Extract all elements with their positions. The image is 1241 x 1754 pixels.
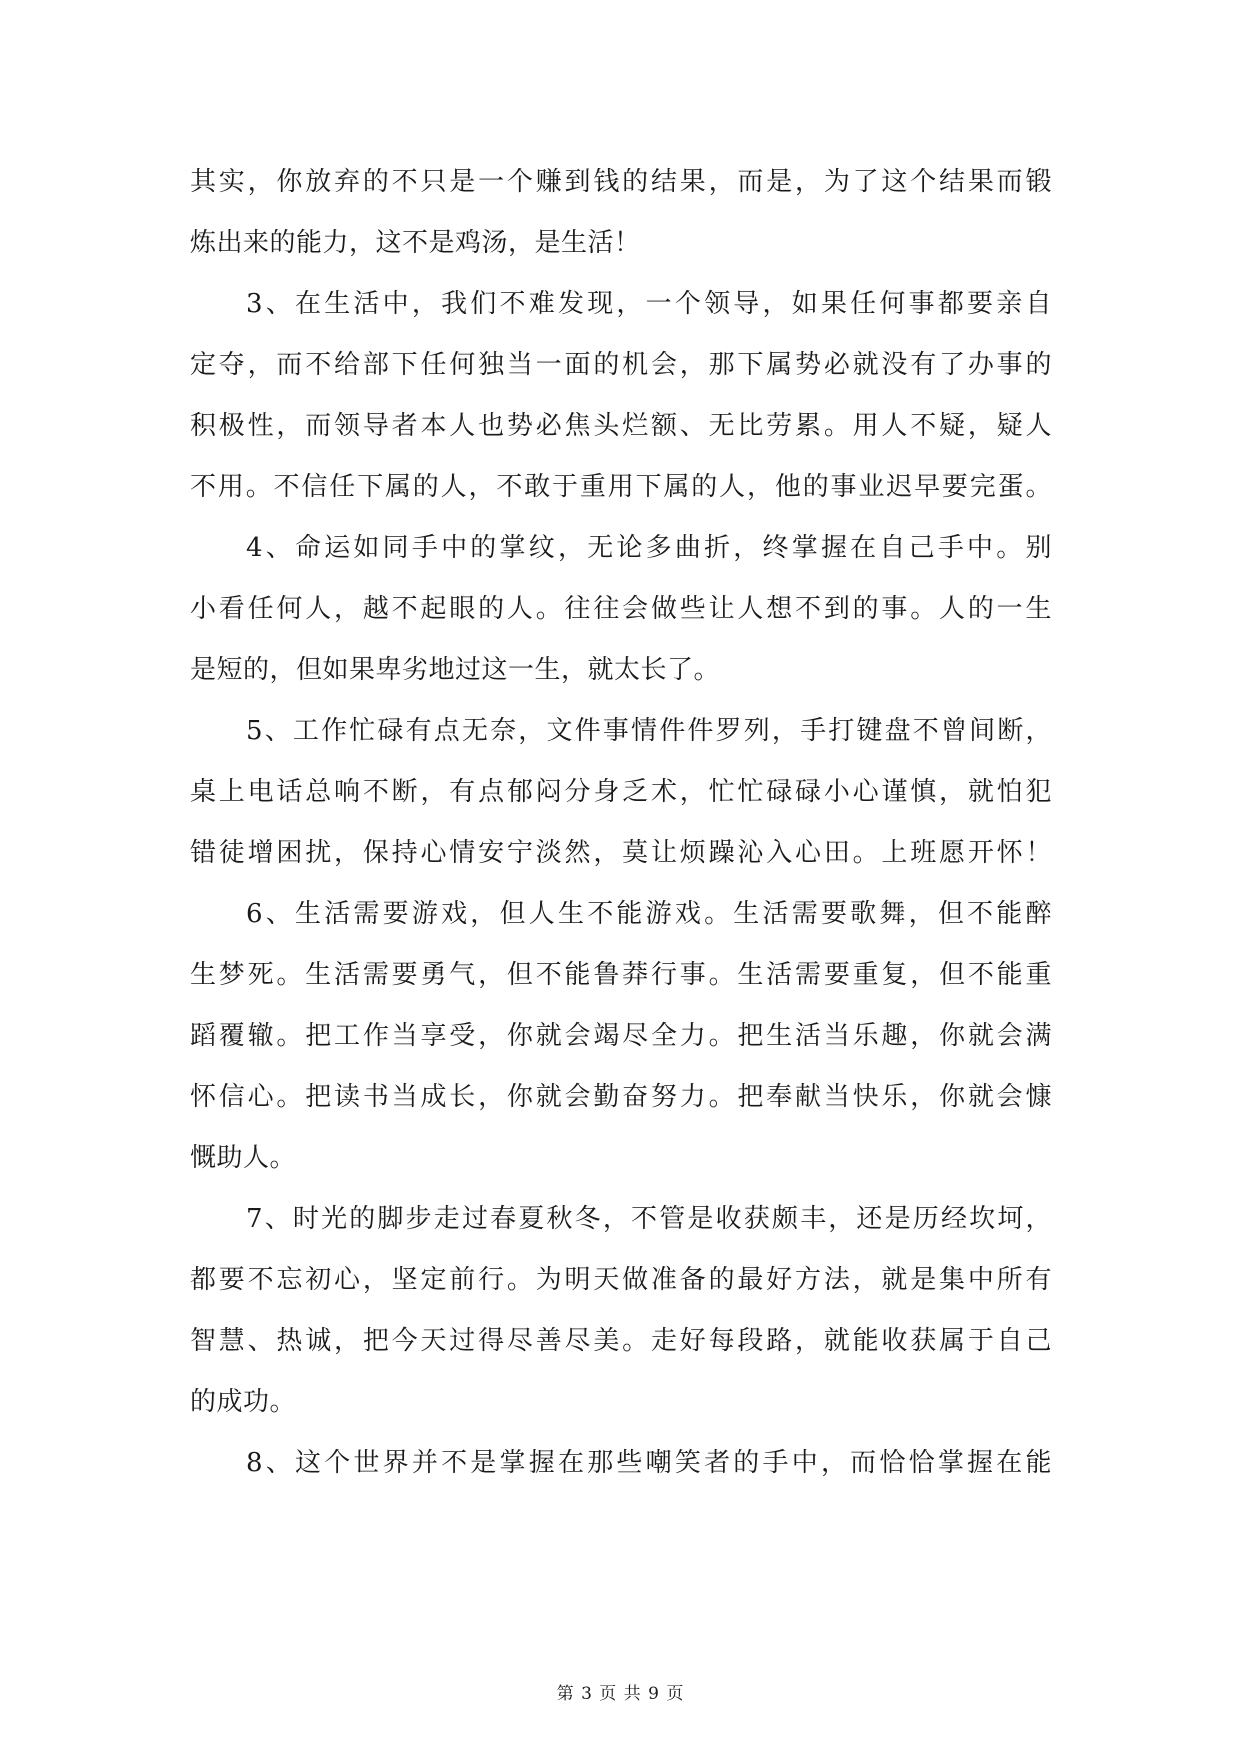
paragraph-5 [190, 701, 1052, 884]
text-line: 8、这个世界并不是掌握在那些嘲笑者的手中，而恰恰掌握在能 [246, 1448, 1052, 1478]
paragraph-continuation [190, 152, 1052, 274]
text-line: 3、在生活中，我们不难发现，一个领导，如果任何事都要亲自 [246, 289, 1052, 319]
text-line: 错徒增困扰，保持心情安宁淡然，莫让烦躁沁入心田。上班愿开怀！ [190, 838, 1052, 868]
paragraph-8 [190, 1433, 1052, 1494]
text-line: 其实，你放弃的不只是一个赚到钱的结果，而是，为了这个结果而锻 [190, 167, 1052, 197]
page-number-footer: 第 3 页 共 9 页 [556, 1684, 685, 1704]
paragraph-6 [190, 884, 1052, 1189]
text-line: 炼出来的能力，这不是鸡汤，是生活！ [190, 228, 641, 258]
text-line: 智慧、热诚，把今天过得尽善尽美。走好每段路，就能收获属于自己 [190, 1326, 1052, 1356]
paragraph-7 [190, 1189, 1052, 1433]
text-line: 5、工作忙碌有点无奈，文件事情件件罗列，手打键盘不曾间断， [246, 716, 1052, 746]
text-line: 怀信心。把读书当成长，你就会勤奋努力。把奉献当快乐，你就会慷 [190, 1082, 1052, 1112]
text-line: 小看任何人，越不起眼的人。往往会做些让人想不到的事。人的一生 [190, 594, 1052, 624]
paragraph-4 [190, 518, 1052, 701]
text-line: 4、命运如同手中的掌纹，无论多曲折，终掌握在自己手中。别 [246, 533, 1052, 563]
text-line: 7、时光的脚步走过春夏秋冬，不管是收获颇丰，还是历经坎坷， [246, 1204, 1052, 1234]
paragraph-3 [190, 274, 1052, 518]
text-line: 都要不忘初心，坚定前行。为明天做准备的最好方法，就是集中所有 [190, 1265, 1052, 1295]
text-line: 蹈覆辙。把工作当享受，你就会竭尽全力。把生活当乐趣，你就会满 [190, 1021, 1052, 1051]
text-line: 定夺，而不给部下任何独当一面的机会，那下属势必就没有了办事的 [190, 350, 1052, 380]
text-line: 积极性，而领导者本人也势必焦头烂额、无比劳累。用人不疑，疑人 [190, 411, 1052, 441]
text-line: 6、生活需要游戏，但人生不能游戏。生活需要歌舞，但不能醉 [246, 899, 1052, 929]
text-line: 不用。不信任下属的人，不敢于重用下属的人，他的事业迟早要完蛋。 [190, 472, 1052, 502]
text-line: 生梦死。生活需要勇气，但不能鲁莽行事。生活需要重复，但不能重 [190, 960, 1052, 990]
text-line: 是短的，但如果卑劣地过这一生，就太长了。 [190, 655, 721, 685]
document-body [190, 152, 1052, 1494]
text-line: 桌上电话总响不断，有点郁闷分身乏术，忙忙碌碌小心谨慎，就怕犯 [190, 777, 1052, 807]
text-line: 慨助人。 [190, 1143, 297, 1173]
text-line: 的成功。 [190, 1387, 297, 1417]
